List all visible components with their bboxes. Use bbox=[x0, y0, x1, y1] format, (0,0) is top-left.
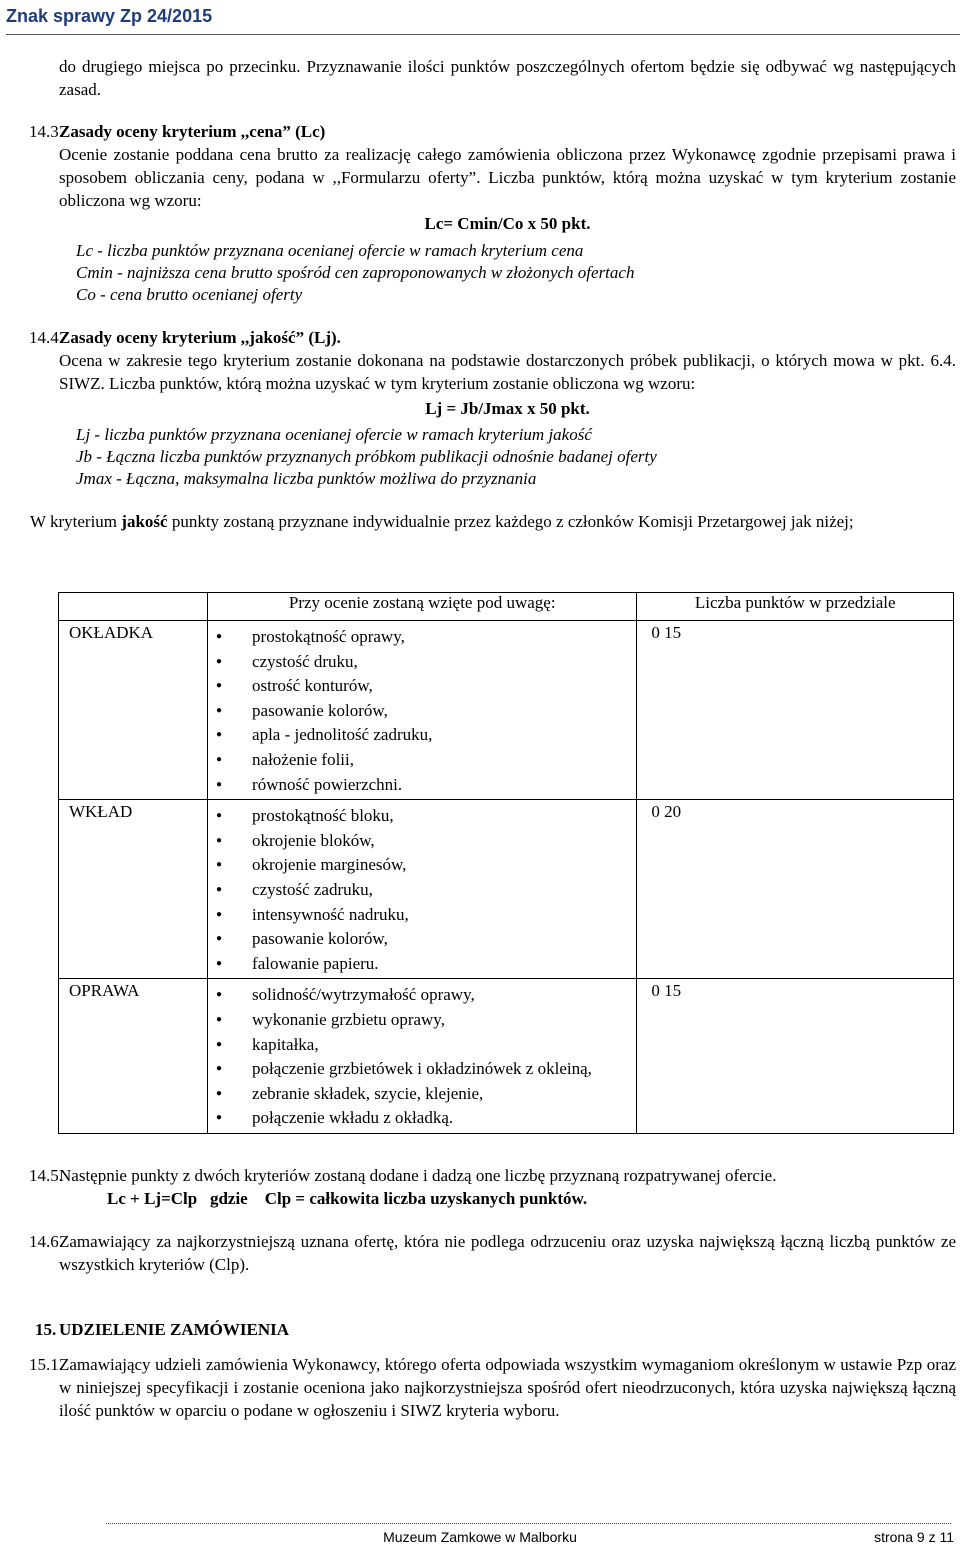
section-number: 15.1. bbox=[29, 1355, 63, 1374]
table-header-cell: Liczba punktów w przedziale bbox=[637, 593, 954, 621]
points-cell: 0 15 bbox=[637, 621, 954, 800]
intro-paragraph: do drugiego miejsca po przecinku. Przyznawanie ilości punktów poszczególnych ofertom będzie się odbywać wg następujących zasad. bbox=[59, 57, 956, 99]
category-cell: OKŁADKA bbox=[59, 621, 208, 800]
table-row bbox=[59, 979, 954, 1134]
section-number: 14.6. bbox=[29, 1232, 63, 1251]
legend-line: Lc - liczba punktów przyznana ocenianej ofercie w ramach kryterium cena bbox=[76, 241, 584, 260]
list-item: ● wykonanie grzbietu oprawy, bbox=[252, 1008, 636, 1033]
page-number: strona 9 z 11 bbox=[874, 1529, 954, 1545]
list-item: ● pasowanie kolorów, bbox=[252, 927, 636, 952]
list-item: ● ostrość konturów, bbox=[252, 674, 636, 699]
list-item: ● czystość druku, bbox=[252, 650, 636, 675]
section-14-5 bbox=[29, 1164, 956, 1210]
document-body bbox=[29, 55, 956, 533]
section-body: Ocena w zakresie tego kryterium zostanie dokonana na podstawie dostarczonych próbek publikacji, o których mowa w pkt. 6.4. SIWZ. Liczba punktów, którą można uzyskać w tym kryterium zostanie obliczona wg wzoru: bbox=[59, 351, 956, 393]
list-item: ● apla - jednolitość zadruku, bbox=[252, 723, 636, 748]
section-14-4 bbox=[29, 326, 956, 490]
legend-line: Lj - liczba punktów przyznana ocenianej ofercie w ramach kryterium jakość bbox=[76, 425, 592, 444]
criteria-list bbox=[208, 625, 636, 797]
list-item: ● intensywność nadruku, bbox=[252, 903, 636, 928]
section-14-6 bbox=[29, 1230, 956, 1276]
footer-organization: Muzeum Zamkowe w Malborku bbox=[383, 1529, 577, 1545]
list-item: ● połączenie grzbietówek i okładzinówek z okleiną, bbox=[252, 1057, 636, 1082]
section-body: Następnie punkty z dwóch kryteriów zostaną dodane i dadzą one liczbę przyznaną rozpatrywanej ofercie. bbox=[59, 1166, 777, 1185]
legend-line: Co - cena brutto ocenianej oferty bbox=[76, 285, 303, 304]
list-item: ● falowanie papieru. bbox=[252, 952, 636, 977]
list-item: ● kapitałka, bbox=[252, 1033, 636, 1058]
points-cell: 0 20 bbox=[637, 800, 954, 979]
legend-line: Jmax - Łączna, maksymalna liczba punktów możliwa do przyznania bbox=[76, 469, 537, 488]
list-item: ● zebranie składek, szycie, klejenie, bbox=[252, 1082, 636, 1107]
section-heading: UDZIELENIE ZAMÓWIENIA bbox=[59, 1320, 290, 1339]
section-body: Ocenie zostanie poddana cena brutto za realizację całego zamówienia obliczona przez Wykonawcę zgodnie przepisami prawa i sposobem obliczania ceny, podana w ,,Formularzu oferty”. Liczba punktów, którą można uzyskać w tym kryterium zostanie obliczona wg wzoru: bbox=[59, 145, 956, 210]
points-cell: 0 15 bbox=[637, 979, 954, 1134]
section-body: Zamawiający za najkorzystniejszą uznana ofertę, która nie podlega odrzuceniu oraz uzyska największą łączną liczbą punktów ze wszystkich kryteriów (Clp). bbox=[59, 1232, 956, 1274]
table-header-cell bbox=[59, 593, 208, 621]
list-item: ● pasowanie kolorów, bbox=[252, 699, 636, 724]
criteria-list bbox=[208, 804, 636, 976]
formula-lj: Lj = Jb/Jmax x 50 pkt. bbox=[425, 399, 590, 418]
legend-line: Jb - Łączna liczba punktów przyznanych próbkom publikacji odnośnie badanej oferty bbox=[76, 447, 657, 466]
section-14-3 bbox=[29, 120, 956, 306]
section-15 bbox=[35, 1318, 956, 1341]
list-item: ● nałożenie folii, bbox=[252, 748, 636, 773]
section-heading: Zasady oceny kryterium ,,cena” (Lc) bbox=[59, 122, 326, 141]
list-item: ● połączenie wkładu z okładką. bbox=[252, 1106, 636, 1131]
header-rule bbox=[6, 34, 960, 35]
list-item: ● okrojenie bloków, bbox=[252, 829, 636, 854]
criteria-table bbox=[58, 592, 954, 1134]
document-body-lower bbox=[29, 1164, 956, 1422]
formula-clp: Lc + Lj=Clp gdzie Clp = całkowita liczba uzyskanych punktów. bbox=[107, 1189, 588, 1208]
page-header bbox=[0, 0, 960, 36]
criteria-list bbox=[208, 983, 636, 1131]
table-row bbox=[59, 621, 954, 800]
list-item: ● prostokątność bloku, bbox=[252, 804, 636, 829]
list-item: ● czystość zadruku, bbox=[252, 878, 636, 903]
section-15-1 bbox=[29, 1353, 956, 1422]
footer-rule bbox=[106, 1523, 951, 1524]
table-header-row bbox=[59, 593, 954, 621]
category-cell: WKŁAD bbox=[59, 800, 208, 979]
formula-legend bbox=[59, 424, 956, 490]
list-item: ● okrojenie marginesów, bbox=[252, 853, 636, 878]
formula-lc: Lc= Cmin/Co x 50 pkt. bbox=[424, 214, 591, 233]
list-item: ● równość powierzchni. bbox=[252, 773, 636, 798]
legend-line: Cmin - najniższa cena brutto spośród cen zaproponowanych w złożonych ofertach bbox=[76, 263, 635, 282]
section-number: 14.4. bbox=[29, 328, 63, 347]
section-number: 15. bbox=[35, 1320, 57, 1339]
table-row bbox=[59, 800, 954, 979]
document-reference: Znak sprawy Zp 24/2015 bbox=[6, 6, 213, 26]
table-header-cell: Przy ocenie zostaną wzięte pod uwagę: bbox=[208, 593, 637, 621]
criteria-cell bbox=[208, 800, 637, 979]
quality-intro: W kryterium jakość punkty zostaną przyznane indywidualnie przez każdego z członków Komisji Przetargowej jak niżej; bbox=[30, 512, 854, 531]
list-item: ● prostokątność oprawy, bbox=[252, 625, 636, 650]
section-number: 14.3. bbox=[29, 122, 63, 141]
criteria-cell bbox=[208, 621, 637, 800]
formula-legend bbox=[59, 240, 956, 306]
criteria-cell bbox=[208, 979, 637, 1134]
section-number: 14.5. bbox=[29, 1166, 63, 1185]
section-body: Zamawiający udzieli zamówienia Wykonawcy, którego oferta odpowiada wszystkim wymaganiom określonym w ustawie Pzp oraz w niniejszej specyfikacji i zostanie oceniona jako najkorzystniejsza spośród ofert nieodrzuconych, która uzyska największą łączną ilość punktów w oparciu o podane w ogłoszeniu i SIWZ kryteria wyboru. bbox=[59, 1355, 956, 1420]
category-cell: OPRAWA bbox=[59, 979, 208, 1134]
section-heading: Zasady oceny kryterium ,,jakość” (Lj). bbox=[59, 328, 341, 347]
list-item: ● solidność/wytrzymałość oprawy, bbox=[252, 983, 636, 1008]
